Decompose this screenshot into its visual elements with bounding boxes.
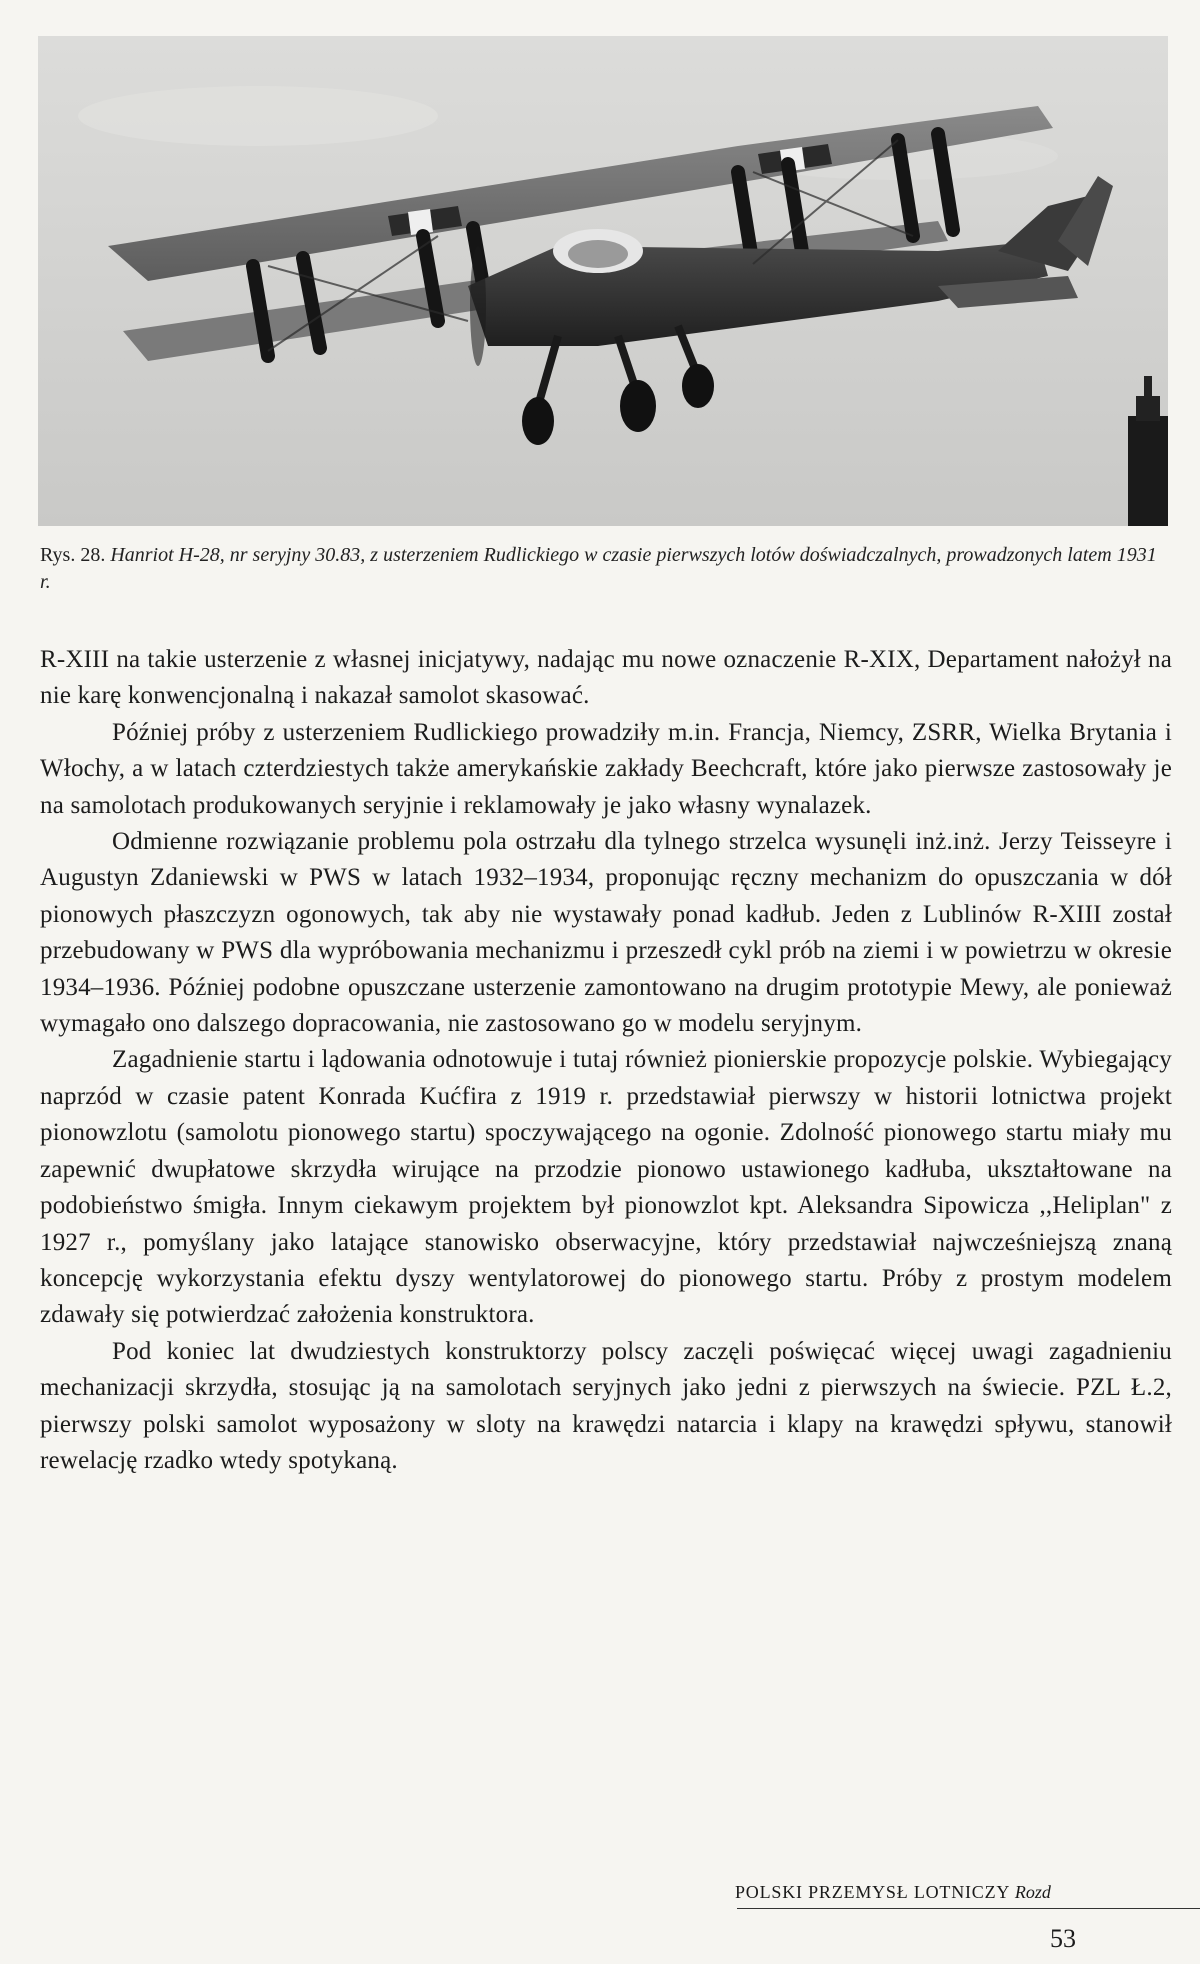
paragraph: Odmienne rozwiązanie problemu pola ostrzału dla tylnego strzelca wysunęli inż.inż. Jerzy Teisseyre i Augustyn Zdaniewski w PWS w latach 1932–1934, proponując ręczny mechanizm do opuszczania w dół pionowych płaszczyzn ogonowych, tak aby nie wystawały ponad kadłub. Jeden z Lublinów R-XIII został przebudowany w PWS dla wypróbowania mechanizmu i przeszedł cykl prób na ziemi i w powietrzu w okresie 1934–1936. Później podobne opuszczane usterzenie zamontowano na drugim prototypie Mewy, ale ponieważ wymagało ono dalszego dopracowania, nie zastosowano go w modelu seryjnym.: [40, 828, 1172, 1038]
figure-caption: [40, 542, 1168, 596]
footer-rule: [737, 1908, 1200, 1909]
paragraph: Pod koniec lat dwudziestych konstruktorzy polscy zaczęli poświęcać więcej uwagi zagadnieniu mechanizacji skrzydła, stosując ją na samolotach seryjnych jako jedni z pierwszych na świecie. PZL Ł.2, pierwszy polski samolot wyposażony w sloty na krawędzi natarcia i klapy na krawędzi spływu, stanowił rewelację rzadko wtedy spotykaną.: [40, 1337, 1172, 1474]
paragraph: Zagadnienie startu i lądowania odnotowuje i tutaj również pionierskie propozycje polskie. Wybiegający naprzód w czasie patent Konrada Kućfira z 1919 r. przedstawiał pierwszy w historii lotnictwa projekt pionowzlotu (samolotu pionowego startu) spoczywającego na ogonie. Zdolność pionowego startu miały mu zapewnić dwupłatowe skrzydła wirujące na przodzie pionowo ustawionego kadłuba, ukształtowane na podobieństwo śmigła. Innym ciekawym projektem był pionowzlot kpt. Aleksandra Sipowicza ,,Heliplan" z 1927 r., pomyślany jako latające stanowisko obserwacyjne, który przedstawiał najwcześniejszą znaną koncepcję wykorzystania efektu dyszy wentylatorowej do pionowego startu. Próby z prostym modelem zdawały się potwierdzać założenia konstruktora.: [40, 1046, 1172, 1329]
paragraph: R-XIII na takie usterzenie z własnej inicjatywy, nadając mu nowe oznaczenie R-XIX, Departament nałożył na nie karę konwencjonalną i nakazał samolot skasować.: [40, 646, 1172, 710]
page-number: 53: [1050, 1924, 1076, 1953]
paragraph: Później próby z usterzeniem Rudlickiego prowadziły m.in. Francja, Niemcy, ZSRR, Wielka Brytania i Włochy, a w latach czterdziestych także amerykańskie zakłady Beechcraft, które jako pierwsze zastosowały je na samolotach produkowanych seryjnie i reklamowały je jako własny wynalazek.: [40, 718, 1172, 819]
body-text: [40, 642, 1172, 1479]
chapter-abbrev: Rozd: [1014, 1882, 1051, 1902]
biplane-photo-illustration: [38, 36, 1168, 526]
running-title: POLSKI PRZEMYSŁ LOTNICZY: [735, 1882, 1010, 1902]
figure-caption-text: Hanriot H-28, nr seryjny 30.83, z usterzeniem Rudlickiego w czasie pierwszych lotów doświadczalnych, prowadzonych latem 1931 r.: [40, 544, 1157, 593]
figure-photo: [38, 36, 1168, 526]
figure-label: Rys. 28.: [40, 544, 106, 566]
